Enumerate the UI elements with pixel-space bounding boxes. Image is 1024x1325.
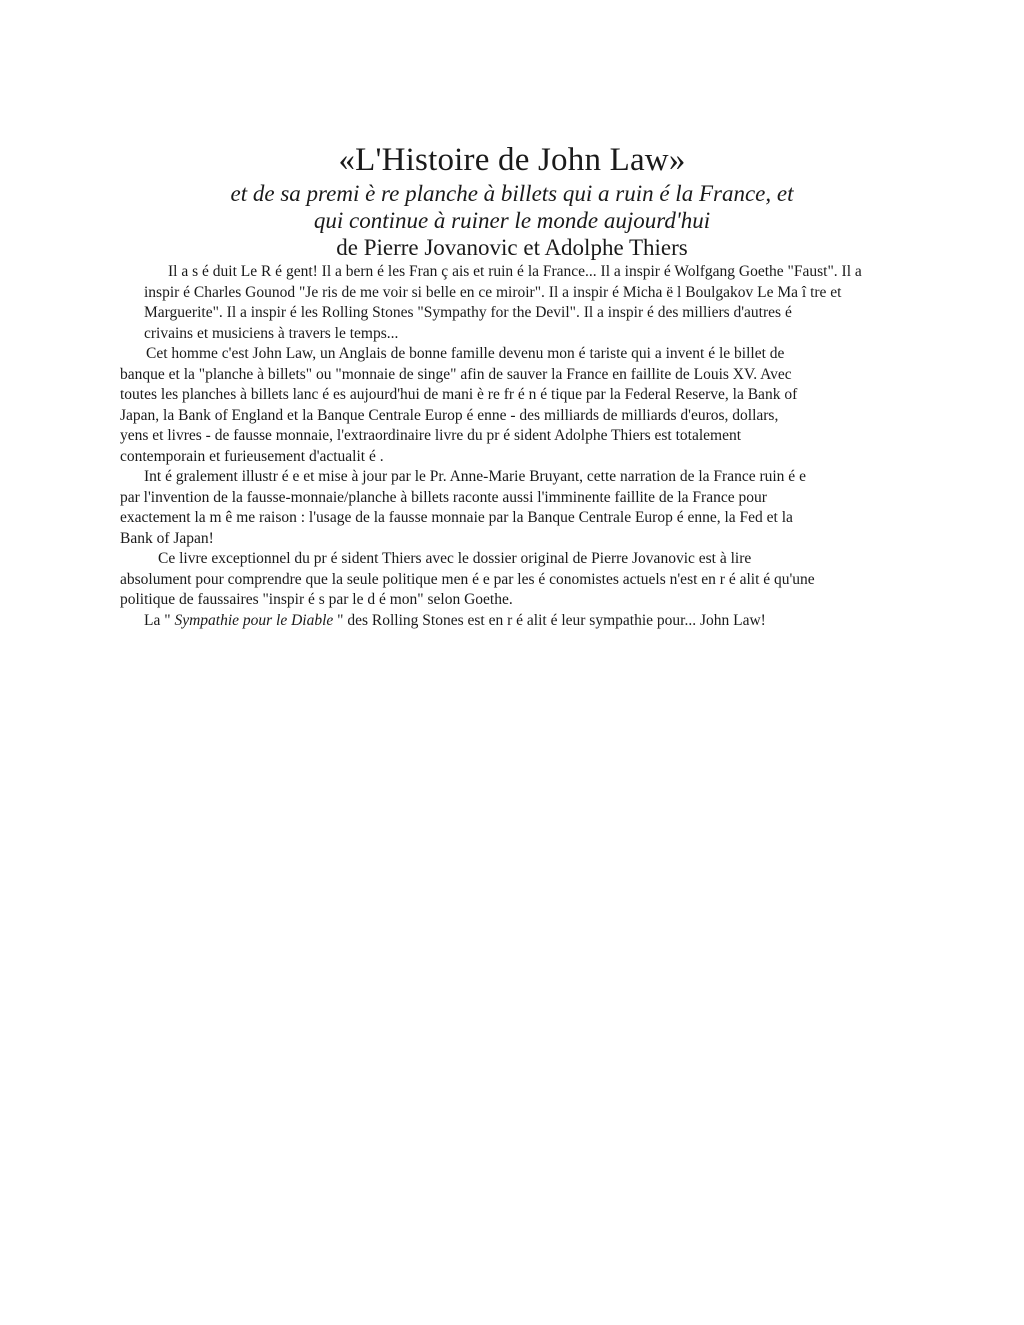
document-body xyxy=(120,262,904,631)
document-subtitle xyxy=(120,180,904,234)
closing-suffix: " des Rolling Stones est en r é alit é leur sympathie pour... John Law! xyxy=(337,611,766,629)
document-title: «L'Histoire de John Law» xyxy=(338,142,686,178)
subtitle-line-2: qui continue à ruiner le monde aujourd'hui xyxy=(313,208,711,233)
paragraph-3 xyxy=(120,467,904,549)
document-authors: de Pierre Jovanovic et Adolphe Thiers xyxy=(336,235,688,260)
paragraph-line: yens et livres - de fausse monnaie, l'extraordinaire livre du pr é sident Adolphe Thiers est totalement xyxy=(120,427,742,444)
paragraph-line: Cet homme c'est John Law, un Anglais de bonne famille devenu mon é tariste qui a invent é le billet de xyxy=(146,345,785,362)
paragraph-line: Japan, la Bank of England et la Banque Centrale Europ é enne - des milliards de milliards d'euros, dollars, xyxy=(120,406,779,424)
paragraph-line: crivains et musiciens à travers le temps... xyxy=(144,324,399,342)
paragraph-line: Bank of Japan! xyxy=(120,529,214,547)
paragraph-line: Marguerite". Il a inspir é les Rolling Stones "Sympathy for the Devil". Il a inspir é des milliers d'autres é xyxy=(144,304,792,321)
paragraph-line: exactement la m ê me raison : l'usage de la fausse monnaie par la Banque Centrale Europ é enne, la Fed et la xyxy=(120,509,793,526)
paragraph-line: banque et la "planche à billets" ou "monnaie de singe" afin de sauver la France en faillite de Louis XV. Avec xyxy=(120,365,792,383)
paragraph-line: politique de faussaires "inspir é s par le d é mon" selon Goethe. xyxy=(120,591,513,608)
paragraph-line: Il a s é duit Le R é gent! Il a bern é les Fran ç ais et ruin é la France... Il a inspir é Wolfgang Goethe "Faust". Il a xyxy=(168,263,862,280)
closing-italic-title: Sympathie pour le Diable xyxy=(170,611,338,629)
document-header xyxy=(120,140,904,262)
subtitle-line-1: et de sa premi è re planche à billets qui a ruin é la France, et xyxy=(230,181,794,206)
paragraph-line: inspir é Charles Gounod "Je ris de me voir si belle en ce miroir". Il a inspir é Micha ë l Boulgakov Le Ma î tre et xyxy=(144,283,842,301)
closing-prefix: La " xyxy=(144,611,171,629)
paragraph-1 xyxy=(120,262,904,344)
paragraph-line: toutes les planches à billets lanc é es aujourd'hui de mani è re fr é n é tique par la Federal Reserve, la Bank of xyxy=(120,386,798,403)
closing-line xyxy=(120,611,904,632)
paragraph-line: Int é gralement illustr é e et mise à jour par le Pr. Anne-Marie Bruyant, cette narration de la France ruin é e xyxy=(144,468,806,485)
paragraph-2 xyxy=(120,344,904,467)
paragraph-line: Ce livre exceptionnel du pr é sident Thiers avec le dossier original de Pierre Jovanovic est à lire xyxy=(158,550,752,567)
paragraph-line: absolument pour comprendre que la seule politique men é e par les é conomistes actuels n'est en r é alit é qu'une xyxy=(120,570,815,588)
paragraph-4 xyxy=(120,549,904,611)
closing-paragraph xyxy=(120,611,904,632)
paragraph-line: contemporain et furieusement d'actualit é . xyxy=(120,447,384,465)
paragraph-line: par l'invention de la fausse-monnaie/planche à billets raconte aussi l'imminente faillite de la France pour xyxy=(120,488,767,506)
